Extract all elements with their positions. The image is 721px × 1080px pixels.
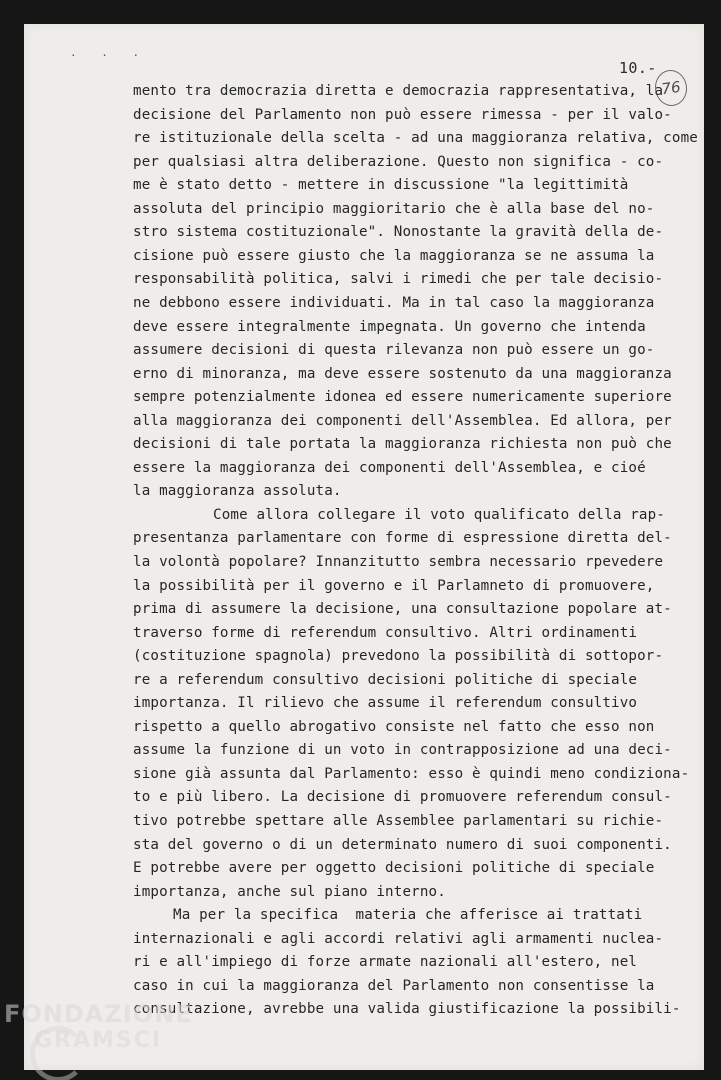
text-line: prima di assumere la decisione, una consultazione popolare at-	[133, 601, 672, 617]
text-line: importanza. Il rilievo che assume il referendum consultivo	[133, 695, 638, 711]
punch-marks: . . .	[70, 46, 149, 59]
text-line: presentanza parlamentare con forme di espressione diretta del-	[133, 530, 672, 546]
text-line: per qualsiasi altra deliberazione. Questo non significa - co-	[133, 154, 664, 170]
text-line: assume la funzione di un voto in contrapposizione ad una deci-	[133, 742, 672, 758]
text-line: re a referendum consultivo decisioni politiche di speciale	[133, 672, 638, 688]
text-line: tivo potrebbe spettare alle Assemblee parlamentari su richie-	[133, 813, 664, 829]
text-line: (costituzione spagnola) prevedono la possibilità di sottopor-	[133, 648, 664, 664]
text-line: sione già assunta dal Parlamento: esso è quindi meno condiziona-	[133, 766, 690, 782]
text-line: assumere decisioni di questa rilevanza non può essere un go-	[133, 342, 655, 358]
text-line: importanza, anche sul piano interno.	[133, 884, 446, 900]
text-line: cisione può essere giusto che la maggioranza se ne assuma la	[133, 248, 655, 264]
text-line: assoluta del principio maggioritario che è alla base del no-	[133, 201, 655, 217]
text-line: ne debbono essere individuati. Ma in tal caso la maggioranza	[133, 295, 655, 311]
text-line: mento tra democrazia diretta e democrazia rappresentativa, la	[133, 83, 664, 99]
text-line: la maggioranza assoluta.	[133, 483, 342, 499]
watermark-line-2: GRAMSCI	[34, 1028, 163, 1053]
text-line: re istituzionale della scelta - ad una maggioranza relativa, come	[133, 130, 698, 146]
text-line: consultazione, avrebbe una valida giustificazione la possibili-	[133, 1001, 681, 1017]
watermark-line-1: FONDAZIONE	[4, 1000, 193, 1028]
text-line: responsabilità politica, salvi i rimedi che per tale decisio-	[133, 271, 664, 287]
text-line: alla maggioranza dei componenti dell'Assemblea. Ed allora, per	[133, 413, 672, 429]
text-line: decisione del Parlamento non può essere rimessa - per il valo-	[133, 107, 672, 123]
text-line: to e più libero. La decisione di promuovere referendum consul-	[133, 789, 672, 805]
text-line: essere la maggioranza dei componenti dell'Assemblea, e cioé	[133, 460, 646, 476]
text-line: traverso forme di referendum consultivo. Altri ordinamenti	[133, 625, 638, 641]
text-line: rispetto a quello abrogativo consiste nel fatto che esso non	[133, 719, 655, 735]
text-line: ri e all'impiego di forze armate nazionali all'estero, nel	[133, 954, 638, 970]
text-line: la possibilità per il governo e il Parlamneto di promuovere,	[133, 578, 655, 594]
text-line: la volontà popolare? Innanzitutto sembra necessario rpevedere	[133, 554, 664, 570]
text-line: E potrebbe avere per oggetto decisioni politiche di speciale	[133, 860, 655, 876]
page-number: 10.-	[619, 59, 657, 77]
text-line: decisioni di tale portata la maggioranza richiesta non può che	[133, 436, 672, 452]
text-line: sempre potenzialmente idonea ed essere numericamente superiore	[133, 389, 672, 405]
text-line: Ma per la specifica materia che afferisce ai trattati	[173, 907, 643, 923]
text-line: deve essere integralmente impegnata. Un governo che intenda	[133, 319, 646, 335]
fondazione-gramsci-watermark	[4, 1000, 204, 1080]
text-line: Come allora collegare il voto qualificato della rap-	[213, 507, 665, 523]
text-line: caso in cui la maggioranza del Parlamento non consentisse la	[133, 978, 655, 994]
text-line: me è stato detto - mettere in discussione "la legittimità	[133, 177, 629, 193]
text-line: sta del governo o di un determinato numero di suoi componenti.	[133, 837, 672, 853]
text-line: stro sistema costituzionale". Nonostante la gravità della de-	[133, 224, 664, 240]
stamp-number: 76	[660, 77, 682, 99]
text-line: erno di minoranza, ma deve essere sostenuto da una maggioranza	[133, 366, 672, 382]
text-line: internazionali e agli accordi relativi agli armamenti nuclea-	[133, 931, 664, 947]
